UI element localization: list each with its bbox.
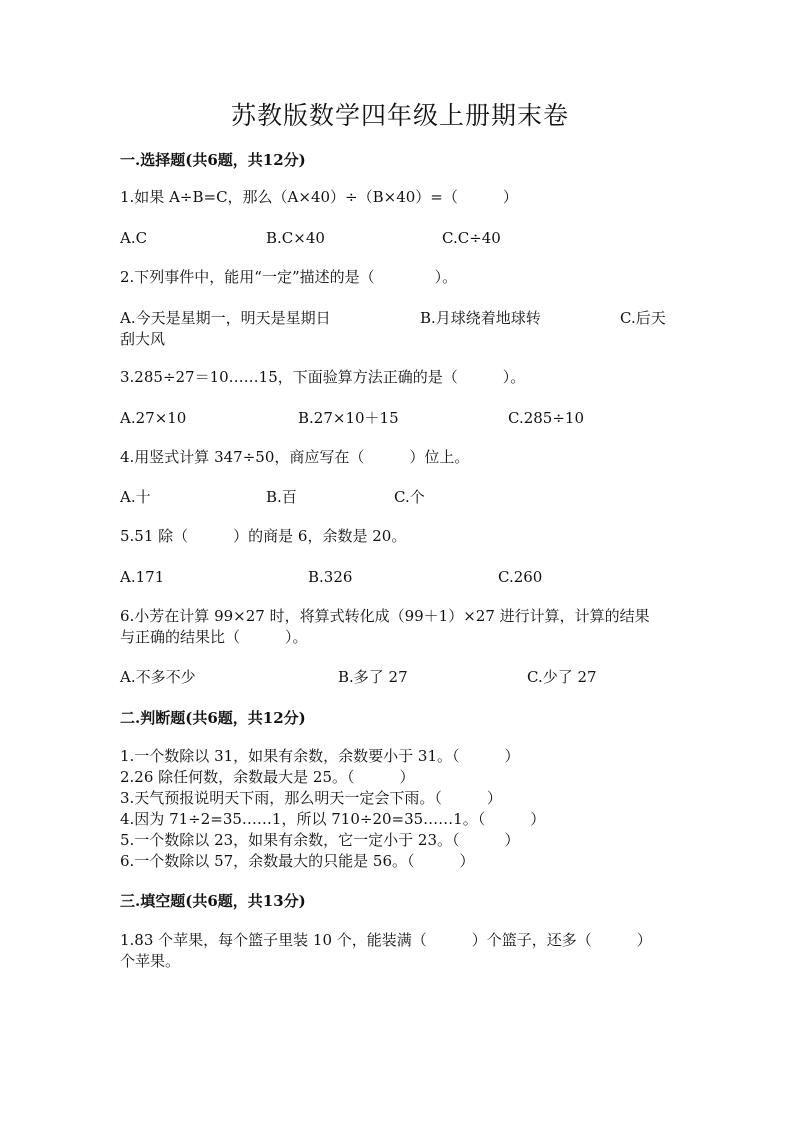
question-5: 5.51 除（ ）的商是 6，余数是 20。 [120, 527, 407, 545]
question-6-line-2: 与正确的结果比（ ）。 [120, 628, 308, 646]
question-5-option-b: B.326 [308, 568, 353, 586]
question-3: 3.285÷27＝10……15，下面验算方法正确的是（ ）。 [120, 368, 526, 386]
question-6-option-a: A.不多不少 [120, 668, 196, 686]
judgment-item-2: 2.26 除任何数，余数最大是 25。（ ） [120, 768, 415, 786]
question-3-option-c: C.285÷10 [508, 409, 584, 427]
question-6-option-c: C.少了 27 [527, 668, 597, 686]
question-2-option-c-continued: 刮大风 [120, 330, 166, 348]
judgment-item-4: 4.因为 71÷2=35……1，所以 710÷20=35……1。（ ） [120, 810, 546, 828]
section-heading-choice: 一.选择题(共6题，共12分) [120, 151, 306, 169]
question-2-option-c: C.后天 [620, 309, 666, 327]
question-4-option-b: B.百 [266, 488, 297, 506]
question-4-option-c: C.个 [394, 488, 425, 506]
page-title: 苏教版数学四年级上册期末卷 [230, 101, 569, 130]
question-2: 2.下列事件中，能用“一定”描述的是（ ）。 [120, 268, 458, 286]
question-2-option-a: A.今天是星期一，明天是星期日 [120, 309, 331, 327]
question-6-line-1: 6.小芳在计算 99×27 时，将算式转化成（99＋1）×27 进行计算，计算的结果 [120, 607, 650, 625]
judgment-item-6: 6.一个数除以 57，余数最大的只能是 56。（ ） [120, 852, 475, 870]
section-heading-judgment: 二.判断题(共6题，共12分) [120, 709, 306, 727]
question-3-option-a: A.27×10 [120, 409, 187, 427]
section-heading-fill-blank: 三.填空题(共6题，共13分) [120, 892, 306, 910]
fill-question-1-line-1: 1.83 个苹果，每个篮子里装 10 个，能装满（ ）个篮子，还多（ ） [120, 931, 652, 949]
question-6-option-b: B.多了 27 [338, 668, 408, 686]
question-1-option-b: B.C×40 [266, 229, 325, 247]
judgment-item-1: 1.一个数除以 31，如果有余数，余数要小于 31。（ ） [120, 747, 520, 765]
question-1-option-a: A.C [120, 229, 148, 247]
judgment-item-5: 5.一个数除以 23，如果有余数，它一定小于 23。（ ） [120, 831, 520, 849]
judgment-item-3: 3.天气预报说明天下雨，那么明天一定会下雨。（ ） [120, 789, 502, 807]
question-2-option-b: B.月球绕着地球转 [420, 309, 541, 327]
question-4-option-a: A.十 [120, 488, 151, 506]
question-5-option-a: A.171 [120, 568, 165, 586]
question-5-option-c: C.260 [498, 568, 543, 586]
fill-question-1-line-2: 个苹果。 [120, 952, 181, 970]
question-1: 1.如果 A÷B=C，那么（A×40）÷（B×40）=（ ） [120, 188, 518, 206]
question-1-option-c: C.C÷40 [442, 229, 501, 247]
question-4: 4.用竖式计算 347÷50，商应写在（ ）位上。 [120, 448, 470, 466]
question-3-option-b: B.27×10＋15 [298, 409, 399, 427]
